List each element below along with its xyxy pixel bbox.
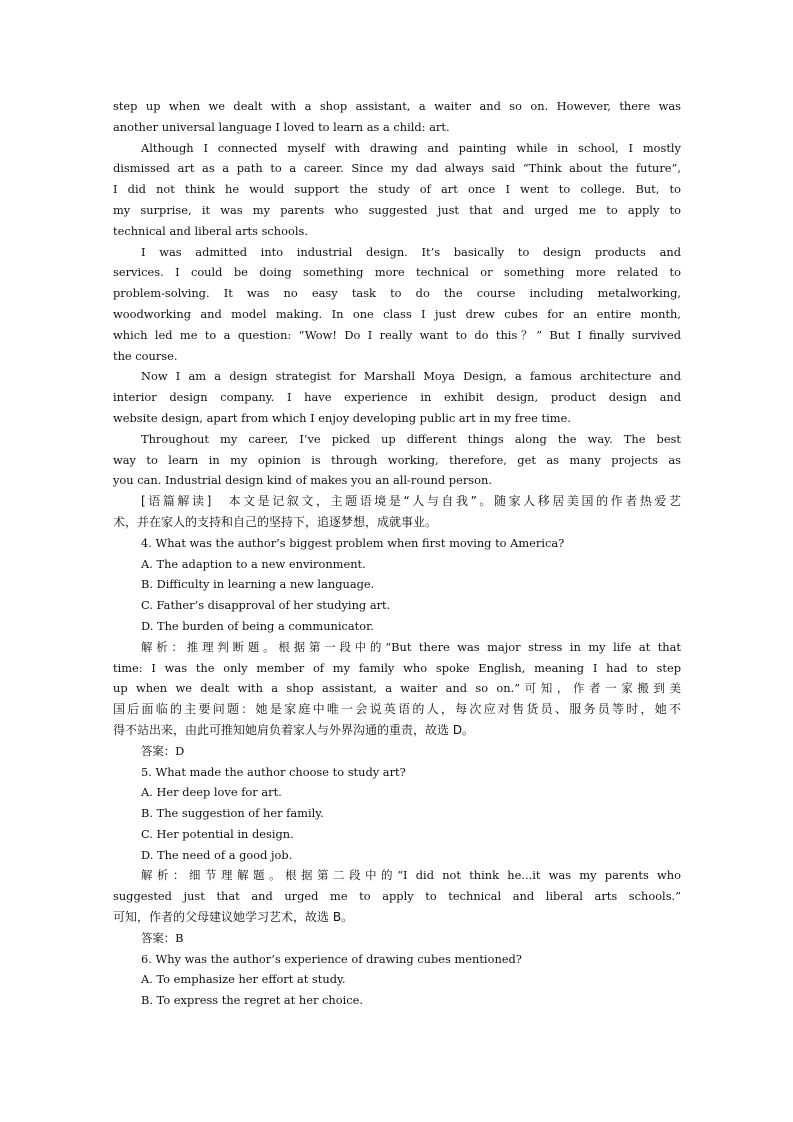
text-line: technical and liberal arts schools. [113,223,308,238]
text-line: which led me to a question: “Wow! Do I really want to do this？” But I finally survived [113,327,681,342]
text-line: D. The burden of being a communicator. [141,618,374,633]
text-line: interior design company. I have experience in exhibit design, product design and [113,390,681,405]
text-line: B. Difficulty in learning a new language. [141,577,375,592]
text-line: C. Father’s disapproval of her studying art. [141,598,391,613]
text-line: A. The adaption to a new environment. [141,556,366,571]
text-line: I was admitted into industrial design. It’s basically to design products and [141,244,681,259]
text-line: another universal language I loved to learn as a child: art. [113,119,450,134]
text-line: C. Her potential in design. [141,826,294,841]
text-line: 术，并在家人的支持和自己的坚持下，追逐梦想，成就事业。 [113,514,438,529]
text-line: time: I was the only member of my family who spoke English, meaning I had to step [113,660,681,675]
text-line: step up when we dealt with a shop assistant, a waiter and so on. However, there was [113,99,681,113]
text-line: up when we dealt with a shop assistant, a waiter and so on.”可知，作者一家搬到美 [113,681,681,696]
text-line: you can. Industrial design kind of makes you an all-round person. [113,473,492,488]
text-line: A. To emphasize her effort at study. [141,972,346,987]
text-line: the course. [113,348,178,363]
text-line: problem-solving. It was no easy task to do the course including metalworking, [113,286,681,301]
text-line: 5. What made the author choose to study art? [141,764,406,779]
text-line: 答案：D [141,743,185,758]
text-line: suggested just that and urged me to apply to technical and liberal arts schools.” [113,889,681,904]
text-line: website design, apart from which I enjoy developing public art in my free time. [113,410,571,425]
text-line: Now I am a design strategist for Marshall Moya Design, a famous architecture and [141,369,681,384]
document-page [113,96,681,1011]
text-line: Although I connected myself with drawing and painting while in school, I mostly [141,140,681,155]
text-line: 解析：细节理解题。根据第二段中的“I did not think he...it was my parents who [141,868,681,883]
text-line: way to learn in my opinion is through working, therefore, get as many projects as [113,452,681,467]
text-line: woodworking and model making. In one class I just drew cubes for an entire month, [113,306,681,321]
text-line: my surprise, it was my parents who suggested just that and urged me to apply to [113,202,681,217]
text-line: B. The suggestion of her family. [141,806,324,821]
text-line: 答案：B [141,930,184,945]
text-line: 6. Why was the author’s experience of drawing cubes mentioned? [141,951,522,966]
text-line: 国后面临的主要问题：她是家庭中唯一会说英语的人，每次应对售货员、服务员等时，她不 [113,702,681,717]
text-line: dismissed art as a path to a career. Since my dad always said “Think about the future”, [113,161,681,176]
text-line: B. To express the regret at her choice. [141,993,363,1008]
text-line: [语篇解读] 本文是记叙文，主题语境是“人与自我”。随家人移居美国的作者热爱艺 [141,494,681,509]
text-line: 4. What was the author’s biggest problem when first moving to America? [141,535,565,550]
text-line: 得不站出来，由此可推知她肩负着家人与外界沟通的重责，故选 D。 [113,722,475,737]
text-line: 可知，作者的父母建议她学习艺术，故选 B。 [113,910,354,925]
text-line: D. The need of a good job. [141,847,293,862]
text-line: 解析：推理判断题。根据第一段中的“But there was major stress in my life at that [141,639,681,654]
text-line: I did not think he would support the study of art once I went to college. But, to [113,182,681,197]
text-line: Throughout my career, I’ve picked up different things along the way. The best [141,431,681,446]
text-line: A. Her deep love for art. [141,785,282,800]
text-line: services. I could be doing something more technical or something more related to [113,265,681,280]
